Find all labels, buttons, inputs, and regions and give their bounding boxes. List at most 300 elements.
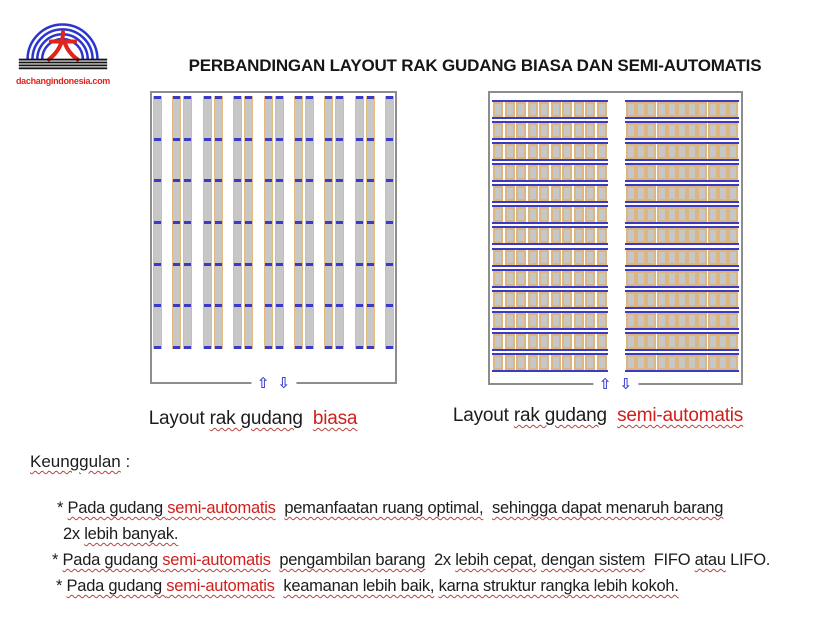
pallet-box xyxy=(493,355,503,370)
pallet-box xyxy=(505,144,515,159)
pallet-box xyxy=(505,271,515,286)
rack-shelf-segment xyxy=(215,179,222,221)
rack-shelf-segment xyxy=(173,221,180,263)
pallet-box xyxy=(562,165,572,180)
rack-shelf-segment xyxy=(306,179,313,221)
pallet-box xyxy=(636,186,646,201)
pallet-box xyxy=(697,313,707,328)
rack-shelf-segment xyxy=(154,138,161,180)
pallet-box xyxy=(687,228,697,243)
pallet-box xyxy=(667,228,677,243)
pallet-box xyxy=(646,292,656,307)
rack-shelf-segment xyxy=(234,221,241,263)
text-segment: karna struktur rangka lebih kokoh. xyxy=(438,577,679,595)
pallet-box xyxy=(636,144,646,159)
pallet-box xyxy=(551,144,561,159)
rack-shelf-segment xyxy=(336,221,343,263)
pallet-box xyxy=(687,165,697,180)
pallet-box xyxy=(718,228,728,243)
pallet-box xyxy=(697,207,707,222)
pallet-box xyxy=(493,102,503,117)
pallet-box xyxy=(626,292,636,307)
text-segment: sehingga dapat menaruh barang xyxy=(491,499,724,517)
rack-shelf-segment xyxy=(245,304,252,349)
text-segment: LIFO. xyxy=(725,551,771,569)
pallet-box xyxy=(539,144,549,159)
pallet-box xyxy=(728,271,738,286)
shelf-row xyxy=(492,332,608,351)
pallet-box xyxy=(597,292,607,307)
shelf-row xyxy=(625,205,739,224)
rack-group xyxy=(264,96,284,349)
rack-shelf-segment xyxy=(184,179,191,221)
rack-column xyxy=(275,96,284,349)
rack-shelf-segment xyxy=(204,221,211,263)
shelf-row xyxy=(492,248,608,267)
pallet-box xyxy=(551,334,561,349)
pallet-box xyxy=(574,102,584,117)
pallet-box xyxy=(539,186,549,201)
pallet-box xyxy=(551,102,561,117)
pallet-box xyxy=(528,186,538,201)
pallet-box xyxy=(677,250,687,265)
pallet-box xyxy=(562,292,572,307)
pallet-box xyxy=(728,292,738,307)
pallet-box xyxy=(677,123,687,138)
rack-shelf-segment xyxy=(367,263,374,305)
pallet-box xyxy=(677,228,687,243)
rack-shelf-segment xyxy=(276,138,283,180)
pallet-box xyxy=(697,102,707,117)
pallet-box xyxy=(516,123,526,138)
shelf-row xyxy=(625,184,739,203)
pallet-box xyxy=(516,207,526,222)
pallet-box xyxy=(551,292,561,307)
rack-columns-container xyxy=(153,96,394,349)
pallet-box xyxy=(718,207,728,222)
pallet-box xyxy=(718,271,728,286)
rack-column xyxy=(264,96,273,349)
pallet-box xyxy=(505,355,515,370)
shelf-row xyxy=(625,163,739,182)
rack-shelf-segment xyxy=(295,263,302,305)
pallet-box xyxy=(493,144,503,159)
pallet-box xyxy=(585,271,595,286)
rack-shelf-segment xyxy=(386,221,393,263)
pallet-box xyxy=(667,313,677,328)
pallet-box xyxy=(657,186,667,201)
text-segment: dengan sistem xyxy=(540,551,646,569)
rack-shelf-segment xyxy=(325,138,332,180)
pallet-box xyxy=(687,355,697,370)
text-segment: keamanan lebih baik, xyxy=(283,577,435,595)
rack-shelf-segment xyxy=(306,138,313,180)
pallet-box xyxy=(718,250,728,265)
pallet-box xyxy=(505,165,515,180)
pallet-box xyxy=(528,313,538,328)
pallet-box xyxy=(528,144,538,159)
pallet-box xyxy=(562,186,572,201)
rack-shelf-segment xyxy=(154,179,161,221)
pallet-box xyxy=(636,228,646,243)
arrow-down-icon: ⇩ xyxy=(619,375,633,393)
pallet-box xyxy=(505,228,515,243)
rack-shelf-segment xyxy=(336,304,343,349)
pallet-box xyxy=(585,313,595,328)
pallet-box xyxy=(551,250,561,265)
pallet-box xyxy=(636,102,646,117)
pallet-box xyxy=(697,165,707,180)
pallet-box xyxy=(677,144,687,159)
pallet-box xyxy=(574,271,584,286)
rack-shelf-segment xyxy=(204,179,211,221)
text-segment: atau xyxy=(694,551,726,569)
pallet-box xyxy=(667,165,677,180)
rack-group xyxy=(203,96,223,349)
pallet-box xyxy=(626,228,636,243)
rack-shelf-segment xyxy=(306,221,313,263)
rack-shelf-segment xyxy=(215,304,222,349)
pallet-box xyxy=(562,250,572,265)
pallet-box xyxy=(551,355,561,370)
pallet-box xyxy=(585,102,595,117)
pallet-box xyxy=(551,186,561,201)
pallet-box xyxy=(574,313,584,328)
rack-shelf-segment xyxy=(184,138,191,180)
rack-shelf-segment xyxy=(295,179,302,221)
pallet-box xyxy=(718,334,728,349)
pallet-box xyxy=(516,271,526,286)
pallet-box xyxy=(574,334,584,349)
pallet-box xyxy=(626,165,636,180)
pallet-box xyxy=(728,144,738,159)
pallet-box xyxy=(687,102,697,117)
pallet-box xyxy=(657,123,667,138)
rack-column xyxy=(294,96,303,349)
rack-shelf-segment xyxy=(386,179,393,221)
pallet-box xyxy=(505,102,515,117)
rack-shelf-segment xyxy=(245,138,252,180)
pallet-box xyxy=(728,207,738,222)
rack-column xyxy=(153,96,162,349)
pallet-box xyxy=(626,207,636,222)
pallet-box xyxy=(574,207,584,222)
diagram-layout-semi-automatis xyxy=(488,91,743,393)
pallet-box xyxy=(657,144,667,159)
pallet-box xyxy=(636,271,646,286)
rack-group xyxy=(385,96,394,349)
rack-column xyxy=(385,96,394,349)
pallet-box xyxy=(728,334,738,349)
pallet-box xyxy=(626,334,636,349)
pallet-box xyxy=(646,207,656,222)
pallet-box xyxy=(551,165,561,180)
rack-column xyxy=(172,96,181,349)
rack-shelf-segment xyxy=(367,221,374,263)
pallet-box xyxy=(539,102,549,117)
pallet-box xyxy=(597,102,607,117)
pallet-box xyxy=(539,250,549,265)
rack-group xyxy=(233,96,253,349)
pallet-box xyxy=(562,313,572,328)
pallet-box xyxy=(562,355,572,370)
pallet-box xyxy=(539,313,549,328)
rack-shelf-segment xyxy=(325,263,332,305)
text-segment: : xyxy=(120,452,131,471)
pallet-box xyxy=(597,165,607,180)
logo-graphic xyxy=(13,9,113,73)
pallet-box xyxy=(516,292,526,307)
text-segment: Pada gudang xyxy=(62,551,163,569)
entrance-arrows xyxy=(593,374,638,394)
shelf-row xyxy=(625,353,739,372)
pallet-box xyxy=(636,207,646,222)
pallet-box xyxy=(697,334,707,349)
pallet-box xyxy=(539,123,549,138)
pallet-box xyxy=(539,165,549,180)
rack-group xyxy=(153,96,162,349)
pallet-box xyxy=(687,250,697,265)
pallet-box xyxy=(728,123,738,138)
pallet-box xyxy=(597,207,607,222)
pallet-box xyxy=(687,207,697,222)
pallet-box xyxy=(687,123,697,138)
pallet-box xyxy=(657,271,667,286)
pallet-box xyxy=(562,123,572,138)
rack-shelf-segment xyxy=(356,138,363,180)
pallet-box xyxy=(708,313,718,328)
rack-shelf-segment xyxy=(367,304,374,349)
pallet-box xyxy=(708,165,718,180)
pallet-box xyxy=(667,355,677,370)
text-segment: Keunggulan xyxy=(30,452,121,471)
arrow-down-icon: ⇩ xyxy=(277,374,291,392)
pallet-box xyxy=(505,313,515,328)
pallet-box xyxy=(574,355,584,370)
pallet-box xyxy=(667,250,677,265)
pallet-box xyxy=(657,292,667,307)
pallet-box xyxy=(708,102,718,117)
pallet-box xyxy=(516,144,526,159)
pallet-box xyxy=(528,102,538,117)
rack-shelf-segment xyxy=(154,263,161,305)
pallet-box xyxy=(626,271,636,286)
text-segment: FIFO xyxy=(645,551,695,569)
rack-shelf-segment xyxy=(173,263,180,305)
pallet-box xyxy=(516,313,526,328)
pallet-box xyxy=(667,186,677,201)
pallet-box xyxy=(493,334,503,349)
pallet-box xyxy=(646,271,656,286)
pallet-box xyxy=(667,334,677,349)
rack-shelf-segment xyxy=(325,179,332,221)
pallet-box xyxy=(528,165,538,180)
rack-shelf-segment xyxy=(276,96,283,138)
pallet-box xyxy=(626,186,636,201)
text-segment: * xyxy=(57,499,68,517)
text-segment: Pada gudang xyxy=(66,577,167,595)
pallet-box xyxy=(636,292,646,307)
pallet-box xyxy=(697,271,707,286)
pallet-box xyxy=(667,102,677,117)
pallet-box xyxy=(539,355,549,370)
shelf-row xyxy=(492,311,608,330)
rack-shelf-segment xyxy=(204,263,211,305)
pallet-box xyxy=(493,186,503,201)
rack-shelf-segment xyxy=(234,304,241,349)
pallet-box xyxy=(551,207,561,222)
text-segment: pemanfaatan ruang optimal, xyxy=(284,499,484,517)
pallet-box xyxy=(574,186,584,201)
shelf-row xyxy=(625,100,739,119)
rack-shelf-segment xyxy=(245,263,252,305)
pallet-box xyxy=(657,207,667,222)
pallet-box xyxy=(539,271,549,286)
rack-shelf-segment xyxy=(204,96,211,138)
pallet-box xyxy=(585,355,595,370)
shelf-row xyxy=(492,226,608,245)
pallet-box xyxy=(585,186,595,201)
text-segment: Layout xyxy=(452,405,514,426)
rack-shelf-segment xyxy=(234,138,241,180)
pallet-box xyxy=(528,355,538,370)
pallet-box xyxy=(636,334,646,349)
pallet-box xyxy=(646,144,656,159)
rack-column xyxy=(214,96,223,349)
text-segment: rak gudang xyxy=(209,408,303,429)
pallet-box xyxy=(646,102,656,117)
text-segment: 2x xyxy=(425,551,456,569)
pallet-box xyxy=(646,123,656,138)
pallet-box xyxy=(597,250,607,265)
pallet-box xyxy=(626,144,636,159)
pallet-box xyxy=(551,228,561,243)
shelf-row xyxy=(492,353,608,372)
pallet-box xyxy=(493,207,503,222)
rack-shelf-segment xyxy=(184,304,191,349)
pallet-box xyxy=(677,355,687,370)
pallet-box xyxy=(718,144,728,159)
pallet-box xyxy=(528,250,538,265)
shelf-row xyxy=(625,142,739,161)
pallet-box xyxy=(708,186,718,201)
pallet-box xyxy=(728,250,738,265)
pallet-box xyxy=(626,123,636,138)
rack-group xyxy=(172,96,192,349)
pallet-box xyxy=(697,144,707,159)
rack-shelf-segment xyxy=(306,263,313,305)
rack-column xyxy=(233,96,242,349)
rack-shelf-segment xyxy=(336,179,343,221)
rack-shelf-segment xyxy=(154,304,161,349)
pallet-box xyxy=(597,144,607,159)
pallet-box xyxy=(597,334,607,349)
shelf-row xyxy=(492,163,608,182)
pallet-box xyxy=(687,292,697,307)
pallet-box xyxy=(562,144,572,159)
pallet-box xyxy=(646,165,656,180)
pallet-box xyxy=(657,102,667,117)
pallet-box xyxy=(708,123,718,138)
shelf-row xyxy=(492,205,608,224)
rack-shelf-segment xyxy=(295,96,302,138)
logo-url-text: dachangindonesia.com xyxy=(15,76,111,86)
pallet-box xyxy=(728,102,738,117)
rack-column xyxy=(355,96,364,349)
pallet-box xyxy=(597,123,607,138)
pallet-box xyxy=(687,334,697,349)
pallet-box xyxy=(708,207,718,222)
text-segment: semi-automatis xyxy=(167,499,276,517)
pallet-box xyxy=(718,313,728,328)
rack-shelf-segment xyxy=(265,221,272,263)
pallet-box xyxy=(728,165,738,180)
rack-shelf-segment xyxy=(184,263,191,305)
pallet-box xyxy=(626,102,636,117)
pallet-box xyxy=(677,292,687,307)
pallet-box xyxy=(657,313,667,328)
rack-shelf-segment xyxy=(245,179,252,221)
pallet-box xyxy=(597,313,607,328)
rack-shelf-segment xyxy=(204,138,211,180)
pallet-box xyxy=(585,228,595,243)
text-segment: 2x xyxy=(63,525,85,543)
pallet-box xyxy=(493,250,503,265)
bullets-list xyxy=(50,495,837,599)
shelf-row xyxy=(625,290,739,309)
text-segment: * xyxy=(56,577,67,595)
caption-layout-semi-automatis xyxy=(448,405,748,427)
text-segment xyxy=(303,408,313,429)
pallet-box xyxy=(697,123,707,138)
pallet-box xyxy=(657,165,667,180)
rack-shelf-segment xyxy=(154,221,161,263)
rack-column xyxy=(203,96,212,349)
rack-column xyxy=(324,96,333,349)
text-segment xyxy=(483,499,492,517)
pallet-box xyxy=(516,165,526,180)
pallet-box xyxy=(505,123,515,138)
pallet-box xyxy=(677,271,687,286)
entrance-arrows xyxy=(251,373,296,393)
rack-shelf-segment xyxy=(336,263,343,305)
pallet-box xyxy=(636,123,646,138)
pallet-box xyxy=(516,102,526,117)
pallet-box xyxy=(718,355,728,370)
pallet-box xyxy=(728,228,738,243)
pallet-box xyxy=(574,165,584,180)
text-segment: biasa xyxy=(312,408,358,429)
rack-shelf-segment xyxy=(295,138,302,180)
rack-shelf-segment xyxy=(276,179,283,221)
pallet-box xyxy=(516,228,526,243)
pallet-box xyxy=(697,250,707,265)
pallet-box xyxy=(708,250,718,265)
text-segment: lebih cepat, xyxy=(455,551,537,569)
pallet-box xyxy=(626,355,636,370)
pallet-box xyxy=(562,102,572,117)
rack-shelf-segment xyxy=(367,138,374,180)
shelf-row xyxy=(625,248,739,267)
pallet-box xyxy=(667,271,677,286)
keunggulan-heading xyxy=(30,452,130,472)
rack-shelf-segment xyxy=(295,221,302,263)
rack-column xyxy=(366,96,375,349)
pallet-box xyxy=(585,250,595,265)
pallet-box xyxy=(528,334,538,349)
text-segment: pengambilan barang xyxy=(279,551,426,569)
pallet-box xyxy=(636,313,646,328)
